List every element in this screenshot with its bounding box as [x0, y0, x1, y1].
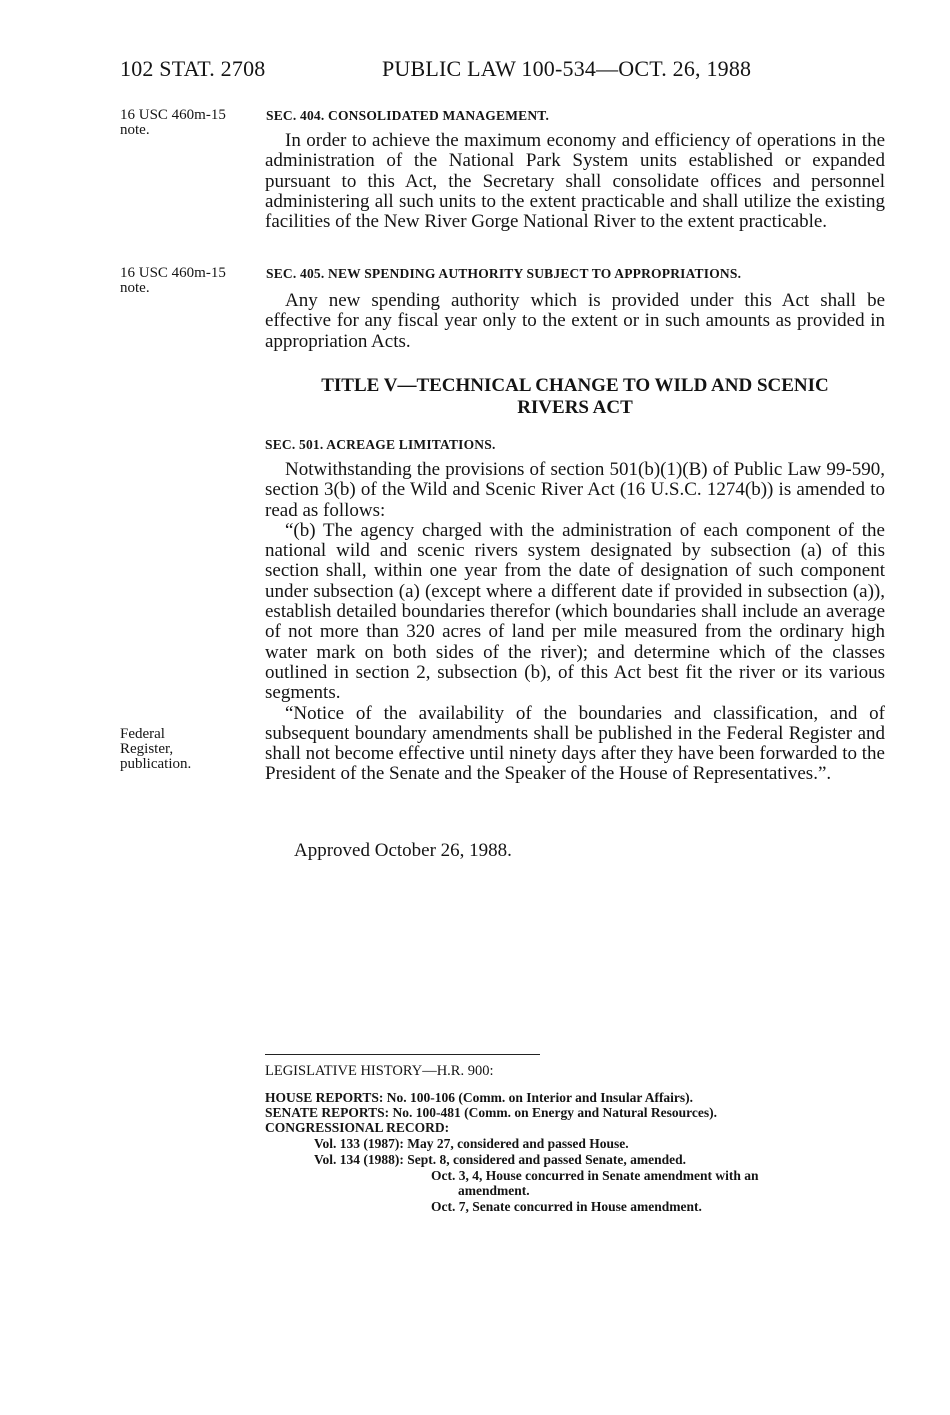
- title-v-line1: TITLE V—TECHNICAL CHANGE TO WILD AND SCENIC: [321, 375, 829, 396]
- section-404-body: [265, 131, 885, 232]
- section-501-para3: “Notice of the availability of the boundaries and classification, and of subsequent boundary amendments shall be published in the Federal Register and shall not become effective until ninety days after they have been forwarded to the President of the Senate and the Speaker of the House of Representatives.”.: [265, 702, 885, 785]
- margin-note-line: Federal: [120, 726, 165, 742]
- record-oct-3-4: Oct. 3, 4, House concurred in Senate amendment with an: [431, 1168, 759, 1183]
- record-oct-3-4-continued: amendment.: [458, 1183, 530, 1198]
- section-501-body: [265, 460, 885, 785]
- page-law-header: PUBLIC LAW 100-534—OCT. 26, 1988: [382, 56, 752, 81]
- section-405-body: [265, 291, 885, 352]
- margin-note-line: publication.: [120, 756, 192, 772]
- approval-date: Approved October 26, 1988.: [294, 840, 512, 861]
- margin-note-line: Register,: [120, 741, 174, 757]
- section-405-text: Any new spending authority which is provided under this Act shall be effective for any fiscal year only to the extent or in such amounts as provided in appropriation Acts.: [265, 290, 885, 352]
- house-reports: HOUSE REPORTS: No. 100-106 (Comm. on Interior and Insular Affairs).: [265, 1090, 694, 1105]
- margin-note-line: 16 USC 460m-15: [120, 265, 226, 281]
- section-404-text: In order to achieve the maximum economy and efficiency of operations in the administration of the National Park System units established or expanded pursuant to this Act, the Secretary shall consolidate offices and personnel administering all such units to the extent practicable and shall utilize the existing facilities of the New River Gorge National River to the extent practicable.: [265, 130, 885, 233]
- section-405-heading: SEC. 405. NEW SPENDING AUTHORITY SUBJECT TO APPROPRIATIONS.: [266, 266, 742, 281]
- record-vol-134: Vol. 134 (1988): Sept. 8, considered and passed Senate, amended.: [314, 1152, 687, 1167]
- footnote-divider: [265, 1054, 540, 1055]
- legislative-history-heading: LEGISLATIVE HISTORY—H.R. 900:: [265, 1063, 494, 1079]
- margin-note-line: 16 USC 460m-15: [120, 107, 226, 123]
- section-501-para2: “(b) The agency charged with the administration of each component of the national wild and scenic rivers system designated by subsection (a) of this section shall, within one year from the date of designation of such component under subsection (a) (except where a different date if provided in subsection (a)), establish detailed boundaries therefor (which boundaries shall include an average of not more than 320 acres of land per mile measured from the ordinary high water mark on both sides of the river); and determine which of the classes outlined in section 2, subsection (b), of this Act best fit the river or its various segments.: [265, 519, 885, 704]
- margin-note-sec405: [120, 266, 255, 296]
- section-404-heading: SEC. 404. CONSOLIDATED MANAGEMENT.: [266, 108, 550, 123]
- margin-note-federal-register: [120, 727, 255, 772]
- title-v-line2: RIVERS ACT: [517, 397, 633, 418]
- margin-note-sec404: [120, 108, 255, 138]
- senate-reports: SENATE REPORTS: No. 100-481 (Comm. on Energy and Natural Resources).: [265, 1105, 718, 1120]
- section-501-heading: SEC. 501. ACREAGE LIMITATIONS.: [265, 437, 496, 452]
- margin-note-line: note.: [120, 280, 150, 296]
- record-vol-133: Vol. 133 (1987): May 27, considered and passed House.: [314, 1136, 629, 1151]
- margin-note-line: note.: [120, 122, 150, 138]
- page-stat-citation: 102 STAT. 2708: [120, 56, 266, 81]
- title-v-heading: [265, 375, 885, 419]
- section-501-para1: Notwithstanding the provisions of section 501(b)(1)(B) of Public Law 99-590, section 3(b) of the Wild and Scenic River Act (16 U.S.C. 1274(b)) is amended to read as follows:: [265, 459, 885, 521]
- congressional-record-label: CONGRESSIONAL RECORD:: [265, 1120, 450, 1135]
- record-oct-7: Oct. 7, Senate concurred in House amendment.: [431, 1199, 702, 1214]
